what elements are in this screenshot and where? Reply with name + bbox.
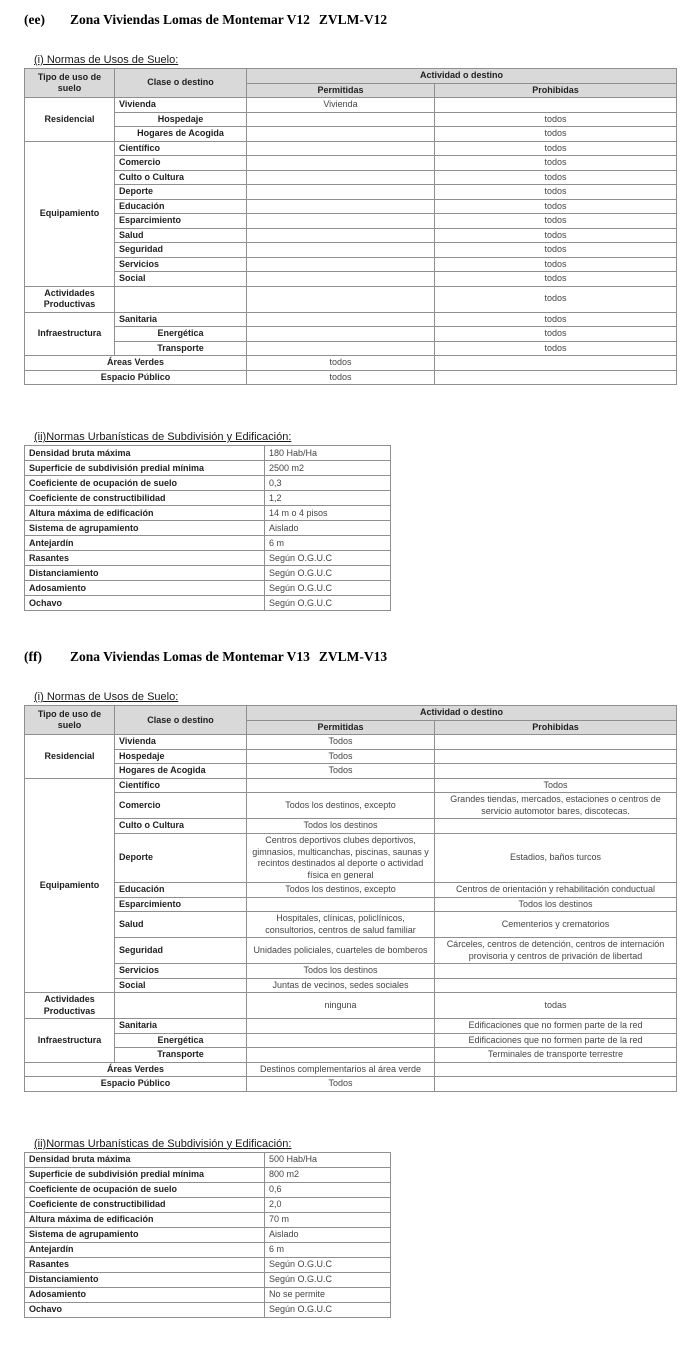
permitidas-cell: Unidades policiales, cuarteles de bomberos <box>247 938 435 964</box>
tipo-cell: Residencial <box>25 98 115 142</box>
footer-label-cell: Áreas Verdes <box>25 1062 247 1077</box>
zone-code: ZVLM-V13 <box>318 649 388 665</box>
tipo-cell: Infraestructura <box>25 1019 115 1063</box>
permitidas-cell <box>247 185 435 200</box>
prohibidas-cell: Terminales de transporte terrestre <box>435 1048 677 1063</box>
prohibidas-cell <box>435 1077 677 1092</box>
norm-value: Según O.G.U.C <box>265 551 391 566</box>
norms-row <box>25 1152 391 1167</box>
permitidas-cell <box>247 214 435 229</box>
clase-cell: Científico <box>115 141 247 156</box>
zone-label: (ff) <box>24 649 42 665</box>
prohibidas-cell: Grandes tiendas, mercados, estaciones o centros de servicio automotor bares, discotecas. <box>435 793 677 819</box>
clase-cell: Sanitaria <box>115 312 247 327</box>
norm-label: Superficie de subdivisión predial mínima <box>25 461 265 476</box>
uses-row <box>25 897 677 912</box>
zone-title <box>24 12 680 28</box>
clase-cell: Energética <box>115 1033 247 1048</box>
clase-cell: Esparcimiento <box>115 214 247 229</box>
norm-value: Aislado <box>265 521 391 536</box>
uses-row <box>25 912 677 938</box>
permitidas-cell: todos <box>247 356 435 371</box>
norm-value: 0,3 <box>265 476 391 491</box>
norm-label: Superficie de subdivisión predial mínima <box>25 1167 265 1182</box>
norms-row <box>25 1227 391 1242</box>
clase-cell: Educación <box>115 883 247 898</box>
prohibidas-cell: todos <box>435 170 677 185</box>
uses-row <box>25 793 677 819</box>
uses-row <box>25 98 677 113</box>
header-clase: Clase o destino <box>115 706 247 735</box>
prohibidas-cell: Edificaciones que no formen parte de la red <box>435 1033 677 1048</box>
norms-row <box>25 476 391 491</box>
permitidas-cell <box>247 1019 435 1034</box>
norms-table <box>24 1152 391 1318</box>
header-permitidas: Permitidas <box>247 83 435 98</box>
header-actividad: Actividad o destino <box>247 69 677 84</box>
norms-row <box>25 521 391 536</box>
norms-block <box>24 1138 680 1318</box>
prohibidas-cell: Cárceles, centros de detención, centros de internación provisoria y centros de privación de libertad <box>435 938 677 964</box>
zone-section-ee <box>24 12 680 611</box>
uses-row <box>25 127 677 142</box>
prohibidas-cell <box>435 764 677 779</box>
norm-label: Antejardín <box>25 536 265 551</box>
header-tipo: Tipo de uso de suelo <box>25 706 115 735</box>
permitidas-cell <box>247 327 435 342</box>
tipo-cell: Actividades Productivas <box>25 286 115 312</box>
norm-value: 6 m <box>265 536 391 551</box>
permitidas-cell <box>247 141 435 156</box>
prohibidas-cell: todos <box>435 257 677 272</box>
footer-label-cell: Espacio Público <box>25 370 247 385</box>
uses-row <box>25 978 677 993</box>
zone-title <box>24 649 680 665</box>
norm-value: Aislado <box>265 1227 391 1242</box>
norms-row <box>25 1257 391 1272</box>
clase-cell: Transporte <box>115 1048 247 1063</box>
uses-row <box>25 327 677 342</box>
permitidas-cell: Todos los destinos, excepto <box>247 883 435 898</box>
zone-section-ff <box>24 649 680 1317</box>
norm-value: 2,0 <box>265 1197 391 1212</box>
clase-cell: Vivienda <box>115 98 247 113</box>
norms-table <box>24 445 391 611</box>
norms-row <box>25 551 391 566</box>
prohibidas-cell <box>435 735 677 750</box>
permitidas-cell <box>247 243 435 258</box>
uses-row <box>25 228 677 243</box>
norms-row <box>25 1182 391 1197</box>
permitidas-cell <box>247 341 435 356</box>
permitidas-cell <box>247 1048 435 1063</box>
permitidas-cell: ninguna <box>247 993 435 1019</box>
norm-label: Distanciamiento <box>25 566 265 581</box>
permitidas-cell: Todos los destinos <box>247 819 435 834</box>
permitidas-cell <box>247 897 435 912</box>
norm-value: Según O.G.U.C <box>265 581 391 596</box>
clase-cell <box>115 993 247 1019</box>
prohibidas-cell: Todos los destinos <box>435 897 677 912</box>
clase-cell: Energética <box>115 327 247 342</box>
header-permitidas: Permitidas <box>247 720 435 735</box>
norms-row <box>25 596 391 611</box>
uses-row <box>25 764 677 779</box>
norm-label: Coeficiente de ocupación de suelo <box>25 476 265 491</box>
uses-row <box>25 964 677 979</box>
norms-row <box>25 1287 391 1302</box>
clase-cell: Hogares de Acogida <box>115 127 247 142</box>
norms-row <box>25 536 391 551</box>
permitidas-cell <box>247 228 435 243</box>
prohibidas-cell <box>435 749 677 764</box>
permitidas-cell: Todos los destinos <box>247 964 435 979</box>
permitidas-cell <box>247 312 435 327</box>
norm-label: Sistema de agrupamiento <box>25 521 265 536</box>
norms-row <box>25 1242 391 1257</box>
prohibidas-cell: todos <box>435 199 677 214</box>
clase-cell: Servicios <box>115 964 247 979</box>
permitidas-cell: Centros deportivos clubes deportivos, gimnasios, multicanchas, piscinas, saunas y recintos destinados al deporte o actividad física en general <box>247 833 435 882</box>
uses-block <box>24 54 680 385</box>
uses-row <box>25 312 677 327</box>
norm-label: Antejardín <box>25 1242 265 1257</box>
permitidas-cell <box>247 778 435 793</box>
norm-value: Según O.G.U.C <box>265 566 391 581</box>
uses-row <box>25 1033 677 1048</box>
clase-cell: Culto o Cultura <box>115 819 247 834</box>
clase-cell: Seguridad <box>115 938 247 964</box>
permitidas-cell: Vivienda <box>247 98 435 113</box>
norm-value: 0,6 <box>265 1182 391 1197</box>
prohibidas-cell: Cementerios y crematorios <box>435 912 677 938</box>
clase-cell: Comercio <box>115 156 247 171</box>
tipo-cell: Actividades Productivas <box>25 993 115 1019</box>
clase-cell: Deporte <box>115 185 247 200</box>
permitidas-cell <box>247 199 435 214</box>
uses-block <box>24 691 680 1091</box>
norm-label: Coeficiente de constructibilidad <box>25 491 265 506</box>
norm-value: Según O.G.U.C <box>265 596 391 611</box>
norm-label: Altura máxima de edificación <box>25 506 265 521</box>
norms-row <box>25 461 391 476</box>
norm-label: Densidad bruta máxima <box>25 1152 265 1167</box>
norms-row <box>25 491 391 506</box>
norms-row <box>25 1212 391 1227</box>
norm-value: 180 Hab/Ha <box>265 446 391 461</box>
permitidas-cell: Todos <box>247 749 435 764</box>
norm-label: Altura máxima de edificación <box>25 1212 265 1227</box>
norm-value: Según O.G.U.C <box>265 1302 391 1317</box>
norm-value: 500 Hab/Ha <box>265 1152 391 1167</box>
permitidas-cell: Hospitales, clínicas, policlínicos, consultorios, centros de salud familiar <box>247 912 435 938</box>
norm-label: Adosamiento <box>25 581 265 596</box>
permitidas-cell <box>247 156 435 171</box>
permitidas-cell: Destinos complementarios al área verde <box>247 1062 435 1077</box>
prohibidas-cell: todas <box>435 993 677 1019</box>
uses-row <box>25 286 677 312</box>
permitidas-cell <box>247 286 435 312</box>
clase-cell: Hogares de Acogida <box>115 764 247 779</box>
uses-footer-row <box>25 1062 677 1077</box>
norm-label: Rasantes <box>25 1257 265 1272</box>
tipo-cell: Equipamiento <box>25 778 115 992</box>
norm-value: 14 m o 4 pisos <box>265 506 391 521</box>
norms-heading: (ii)Normas Urbanísticas de Subdivisión y Edificación: <box>34 1137 292 1150</box>
prohibidas-cell <box>435 964 677 979</box>
clase-cell: Científico <box>115 778 247 793</box>
header-actividad: Actividad o destino <box>247 706 677 721</box>
header-prohibidas: Prohibidas <box>435 83 677 98</box>
prohibidas-cell: todos <box>435 185 677 200</box>
norm-value: No se permite <box>265 1287 391 1302</box>
clase-cell: Comercio <box>115 793 247 819</box>
norms-row <box>25 1197 391 1212</box>
prohibidas-cell <box>435 98 677 113</box>
prohibidas-cell: todos <box>435 272 677 287</box>
norm-label: Adosamiento <box>25 1287 265 1302</box>
norm-value: 800 m2 <box>265 1167 391 1182</box>
header-tipo: Tipo de uso de suelo <box>25 69 115 98</box>
norm-label: Distanciamiento <box>25 1272 265 1287</box>
prohibidas-cell: Edificaciones que no formen parte de la red <box>435 1019 677 1034</box>
permitidas-cell <box>247 272 435 287</box>
uses-row <box>25 141 677 156</box>
prohibidas-cell: todos <box>435 156 677 171</box>
norm-value: Según O.G.U.C <box>265 1272 391 1287</box>
norm-label: Ochavo <box>25 1302 265 1317</box>
uses-row <box>25 341 677 356</box>
clase-cell: Social <box>115 272 247 287</box>
prohibidas-cell: todos <box>435 312 677 327</box>
prohibidas-cell: todos <box>435 112 677 127</box>
norm-label: Coeficiente de constructibilidad <box>25 1197 265 1212</box>
permitidas-cell <box>247 127 435 142</box>
tipo-cell: Infraestructura <box>25 312 115 356</box>
uses-footer-row <box>25 370 677 385</box>
prohibidas-cell <box>435 356 677 371</box>
norms-row <box>25 566 391 581</box>
uses-row <box>25 257 677 272</box>
prohibidas-cell: todos <box>435 341 677 356</box>
prohibidas-cell <box>435 819 677 834</box>
uses-row <box>25 749 677 764</box>
uses-row <box>25 993 677 1019</box>
uses-row <box>25 1019 677 1034</box>
uses-row <box>25 156 677 171</box>
uses-heading: (i) Normas de Usos de Suelo: <box>34 54 179 66</box>
permitidas-cell <box>247 1033 435 1048</box>
norm-label: Densidad bruta máxima <box>25 446 265 461</box>
uses-row <box>25 112 677 127</box>
uses-row <box>25 833 677 882</box>
uses-row <box>25 819 677 834</box>
clase-cell: Salud <box>115 912 247 938</box>
prohibidas-cell: todos <box>435 327 677 342</box>
zone-name: Zona Viviendas Lomas de Montemar V12 <box>70 12 310 27</box>
norms-row <box>25 1302 391 1317</box>
permitidas-cell: Todos <box>247 735 435 750</box>
permitidas-cell: Todos <box>247 1077 435 1092</box>
prohibidas-cell: todos <box>435 228 677 243</box>
norms-row <box>25 1272 391 1287</box>
zone-name: Zona Viviendas Lomas de Montemar V13 <box>70 649 310 665</box>
prohibidas-cell: todos <box>435 214 677 229</box>
prohibidas-cell: todos <box>435 286 677 312</box>
prohibidas-cell: Centros de orientación y rehabilitación conductual <box>435 883 677 898</box>
uses-row <box>25 199 677 214</box>
norm-value: 1,2 <box>265 491 391 506</box>
clase-cell: Hospedaje <box>115 112 247 127</box>
prohibidas-cell: Todos <box>435 778 677 793</box>
uses-table <box>24 705 677 1091</box>
permitidas-cell: Todos los destinos, excepto <box>247 793 435 819</box>
norms-row <box>25 581 391 596</box>
clase-cell: Hospedaje <box>115 749 247 764</box>
permitidas-cell: Todos <box>247 764 435 779</box>
permitidas-cell <box>247 170 435 185</box>
uses-footer-row <box>25 356 677 371</box>
uses-row <box>25 170 677 185</box>
permitidas-cell: todos <box>247 370 435 385</box>
footer-label-cell: Espacio Público <box>25 1077 247 1092</box>
zone-code: ZVLM-V12 <box>318 12 388 27</box>
clase-cell: Culto o Cultura <box>115 170 247 185</box>
prohibidas-cell <box>435 1062 677 1077</box>
zone-label: (ee) <box>24 12 45 27</box>
permitidas-cell: Juntas de vecinos, sedes sociales <box>247 978 435 993</box>
uses-row <box>25 214 677 229</box>
norm-value: 2500 m2 <box>265 461 391 476</box>
clase-cell <box>115 286 247 312</box>
clase-cell: Educación <box>115 199 247 214</box>
norm-value: 6 m <box>265 1242 391 1257</box>
prohibidas-cell: Estadios, baños turcos <box>435 833 677 882</box>
clase-cell: Transporte <box>115 341 247 356</box>
prohibidas-cell: todos <box>435 243 677 258</box>
uses-row <box>25 185 677 200</box>
clase-cell: Vivienda <box>115 735 247 750</box>
uses-row <box>25 883 677 898</box>
norm-label: Ochavo <box>25 596 265 611</box>
prohibidas-cell <box>435 370 677 385</box>
clase-cell: Social <box>115 978 247 993</box>
uses-row <box>25 938 677 964</box>
prohibidas-cell: todos <box>435 141 677 156</box>
uses-row <box>25 243 677 258</box>
uses-table <box>24 68 677 385</box>
permitidas-cell <box>247 257 435 272</box>
prohibidas-cell <box>435 978 677 993</box>
norm-label: Rasantes <box>25 551 265 566</box>
header-prohibidas: Prohibidas <box>435 720 677 735</box>
norms-row <box>25 446 391 461</box>
norms-row <box>25 506 391 521</box>
clase-cell: Seguridad <box>115 243 247 258</box>
uses-row <box>25 272 677 287</box>
clase-cell: Esparcimiento <box>115 897 247 912</box>
norms-heading: (ii)Normas Urbanísticas de Subdivisión y Edificación: <box>34 431 292 444</box>
norms-block <box>24 431 680 611</box>
tipo-cell: Residencial <box>25 735 115 779</box>
norm-label: Coeficiente de ocupación de suelo <box>25 1182 265 1197</box>
clase-cell: Servicios <box>115 257 247 272</box>
clase-cell: Salud <box>115 228 247 243</box>
uses-heading: (i) Normas de Usos de Suelo: <box>34 691 179 704</box>
norm-value: Según O.G.U.C <box>265 1257 391 1272</box>
uses-row <box>25 778 677 793</box>
clase-cell: Deporte <box>115 833 247 882</box>
norms-row <box>25 1167 391 1182</box>
uses-row <box>25 735 677 750</box>
uses-row <box>25 1048 677 1063</box>
norm-value: 70 m <box>265 1212 391 1227</box>
tipo-cell: Equipamiento <box>25 141 115 286</box>
uses-footer-row <box>25 1077 677 1092</box>
permitidas-cell <box>247 112 435 127</box>
clase-cell: Sanitaria <box>115 1019 247 1034</box>
footer-label-cell: Áreas Verdes <box>25 356 247 371</box>
header-clase: Clase o destino <box>115 69 247 98</box>
norm-label: Sistema de agrupamiento <box>25 1227 265 1242</box>
prohibidas-cell: todos <box>435 127 677 142</box>
